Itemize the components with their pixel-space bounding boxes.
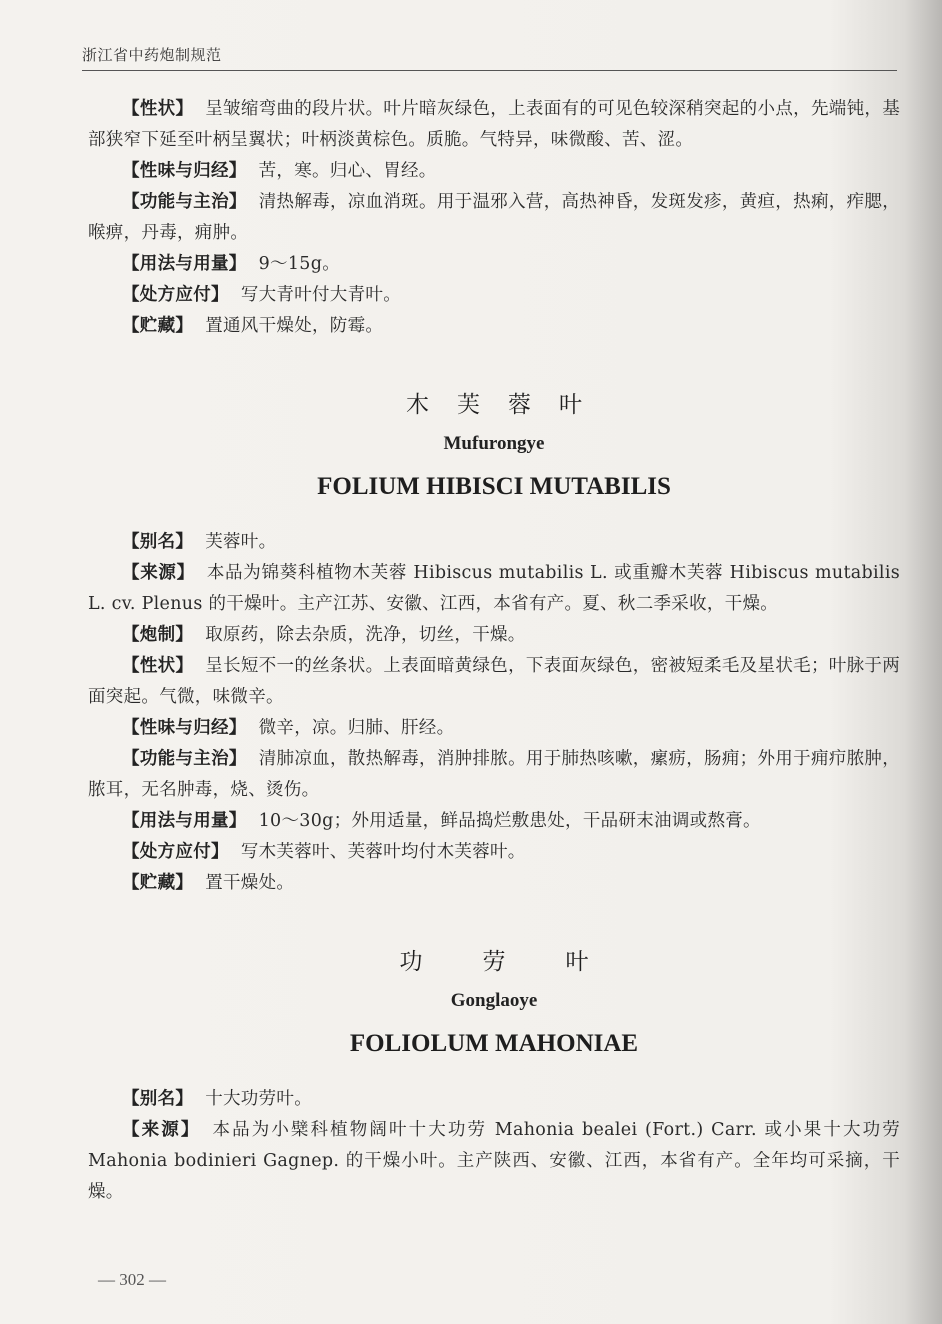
section-title-pinyin: Gonglaoye — [450, 990, 538, 1011]
entry-storage: 【贮藏】 置通风干燥处，防霉。 — [122, 316, 384, 336]
entry-nature-meridian: 【性味与归经】 苦，寒。归心、胃经。 — [122, 161, 437, 181]
entry-source: 【来源】 本品为锦葵科植物木芙蓉 Hibiscus mutabilis L. 或重瓣木芙蓉 Hibiscus mutabilis L. cv. Plenus 的干燥叶。主产江苏、安徽、江西，本省有产。夏、秋二季采收，干燥。 — [88, 563, 901, 614]
entry-properties: 【性状】 呈皱缩弯曲的段片状。叶片暗灰绿色，上表面有的可见色较深稍突起的小点，先端钝，基部狭窄下延至叶柄呈翼状；叶柄淡黄棕色。质脆。气特异，味微酸、苦、涩。 — [88, 99, 900, 150]
entry-function: 【功能与主治】 清肺凉血，散热解毒，消肿排脓。用于肺热咳嗽，瘰疬，肠痈；外用于痈疖脓肿，脓耳，无名肿毒，烧、烫伤。 — [88, 749, 900, 800]
entry-prescription: 【处方应付】 写大青叶付大青叶。 — [122, 285, 402, 305]
entry-properties: 【性状】 呈长短不一的丝条状。上表面暗黄绿色，下表面灰绿色，密被短柔毛及星状毛；叶脉于两面突起。气微，味微辛。 — [88, 656, 900, 707]
entry-processing: 【炮制】 取原药，除去杂质，洗净，切丝，干燥。 — [122, 625, 526, 645]
running-header — [82, 44, 897, 71]
section-mufurongye — [88, 386, 900, 899]
running-header-title: 浙江省中药炮制规范 — [82, 46, 222, 64]
page-number: — 302 — — [98, 1270, 166, 1289]
section-title-latin: FOLIOLUM MAHONIAE — [349, 1030, 639, 1057]
entry-prescription: 【处方应付】 写木芙蓉叶、芙蓉叶均付木芙蓉叶。 — [122, 842, 526, 862]
page-content — [88, 94, 900, 1208]
entry-alias: 【别名】 芙蓉叶。 — [122, 532, 277, 552]
entry-nature-meridian: 【性味与归经】 微辛，凉。归肺、肝经。 — [122, 718, 455, 738]
entry-function: 【功能与主治】 清热解毒，凉血消斑。用于温邪入营，高热神昏，发斑发疹，黄疸，热痢，痄腮，喉痹，丹毒，痈肿。 — [88, 192, 900, 243]
section-gonglaoye — [88, 943, 900, 1208]
section-daqingye-continued — [88, 94, 900, 342]
section-title-pinyin: Mufurongye — [443, 433, 545, 454]
section-title-chinese: 木芙蓉叶 — [406, 392, 610, 418]
section-title-chinese: 功劳叶 — [399, 949, 649, 975]
section-title-latin: FOLIUM HIBISCI MUTABILIS — [317, 473, 671, 500]
entry-storage: 【贮藏】 置干燥处。 — [122, 873, 295, 893]
entry-dosage: 【用法与用量】 9～15g。 — [122, 254, 341, 274]
entry-dosage: 【用法与用量】 10～30g；外用适量，鲜品捣烂敷患处，干品研末油调或熬膏。 — [122, 811, 761, 831]
entry-source: 【来源】 本品为小檗科植物阔叶十大功劳 Mahonia bealei (Fort.) Carr. 或小果十大功劳 Mahonia bodinieri Gagnep. 的干燥小叶。主产陕西、安徽、江西，本省有产。全年均可采摘，干燥。 — [88, 1120, 900, 1202]
entry-alias: 【别名】 十大功劳叶。 — [122, 1089, 313, 1109]
